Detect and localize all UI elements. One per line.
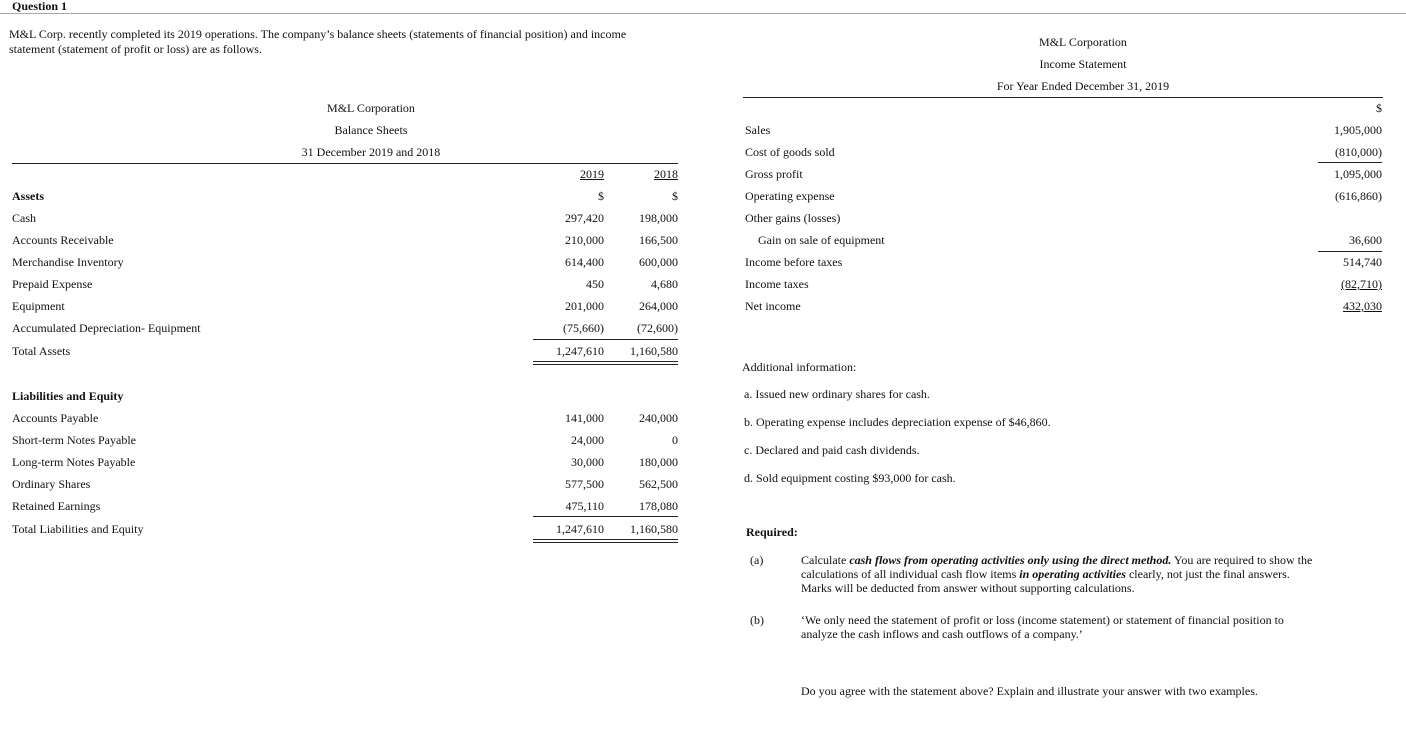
list-item: d. Sold equipment costing $93,000 for cash.: [744, 471, 956, 485]
is-row-value: (810,000): [1335, 145, 1382, 159]
is-row-label: Gain on sale of equipment: [758, 233, 885, 247]
bs-row-label: Merchandise Inventory: [12, 255, 124, 269]
header-divider: [0, 13, 1406, 14]
question-title: Question 1: [12, 0, 68, 13]
bs-year-2019: 2019: [580, 167, 604, 181]
bs-row-label: Accounts Payable: [12, 411, 99, 425]
bs-row-2019: 450: [586, 277, 604, 291]
bs-row-2019: 210,000: [565, 233, 604, 247]
bs-row-label: Long-term Notes Payable: [12, 455, 136, 469]
bs-total-liab-2019: 1,247,610: [556, 522, 604, 536]
is-gp-rule: [1318, 162, 1382, 163]
bs-liab-total-rule-1: [533, 539, 678, 540]
bs-row-2018: 0: [672, 433, 678, 447]
is-row-label: Sales: [745, 123, 771, 137]
bs-row-2019: 30,000: [571, 455, 604, 469]
bs-row-2018: 240,000: [639, 411, 678, 425]
bs-row-2019: 475,110: [565, 499, 604, 513]
is-row-value: (616,860): [1335, 189, 1382, 203]
bs-currency-2018: $: [672, 189, 678, 203]
list-item: c. Declared and paid cash dividends.: [744, 443, 920, 457]
required-a-label: (a): [750, 553, 764, 567]
bs-period: 31 December 2019 and 2018: [301, 145, 441, 159]
bs-currency-2019: $: [598, 189, 604, 203]
is-company: M&L Corporation: [1039, 35, 1127, 49]
bs-year-2018: 2018: [654, 167, 678, 181]
bs-row-2018: 562,500: [639, 477, 678, 491]
bs-row-label: Accounts Receivable: [12, 233, 114, 247]
required-a-part-4: in operating activities: [1019, 567, 1126, 581]
is-row-label: Income before taxes: [745, 255, 843, 269]
is-row-label: Gross profit: [745, 167, 803, 181]
bs-total-liab-2018: 1,160,580: [630, 522, 678, 536]
intro-line-1: M&L Corp. recently completed its 2019 operations. The company’s balance sheets (statements of financial position) and income: [9, 27, 627, 41]
bs-row-label: Cash: [12, 211, 36, 225]
bs-row-2019: 201,000: [565, 299, 604, 313]
is-row-value: 432,030: [1343, 299, 1382, 313]
bs-row-2018: 198,000: [639, 211, 678, 225]
bs-row-2018: 600,000: [639, 255, 678, 269]
bs-row-2018: 180,000: [639, 455, 678, 469]
bs-title: Balance Sheets: [334, 123, 408, 137]
is-row-value: (82,710): [1341, 277, 1382, 291]
is-row-label: Operating expense: [745, 189, 835, 203]
bs-row-2018: 4,680: [651, 277, 678, 291]
is-row-label: Cost of goods sold: [745, 145, 835, 159]
required-a-part-5: clearly, not just the final answers. Marks will be deducted from answer without supporting calculations.: [801, 567, 1290, 595]
bs-header-rule: [12, 163, 678, 164]
is-period: For Year Ended December 31, 2019: [996, 79, 1170, 93]
bs-liab-subtotal-rule: [533, 516, 678, 517]
required-a-text: [801, 553, 1321, 595]
bs-row-2018: 264,000: [639, 299, 678, 313]
list-item: b. Operating expense includes depreciation expense of $46,860.: [744, 415, 1051, 429]
is-row-label: Other gains (losses): [745, 211, 841, 225]
bs-row-2018: (72,600): [637, 321, 678, 335]
required-a-part-1: Calculate: [801, 553, 850, 567]
is-ibt-rule: [1318, 251, 1382, 252]
bs-liabilities-heading: Liabilities and Equity: [12, 389, 124, 403]
is-row-value: 36,600: [1349, 233, 1382, 247]
required-b-quote: ‘We only need the statement of profit or loss (income statement) or statement of financial position to analyze the cash inflows and cash outflows of a company.’: [801, 613, 1284, 641]
bs-row-label: Ordinary Shares: [12, 477, 91, 491]
bs-liab-total-rule-2: [533, 542, 678, 543]
bs-assets-total-rule-2: [533, 364, 678, 365]
bs-row-label: Short-term Notes Payable: [12, 433, 136, 447]
required-b-question: Do you agree with the statement above? Explain and illustrate your answer with two examples.: [801, 684, 1258, 698]
bs-row-label: Equipment: [12, 299, 65, 313]
bs-assets-subtotal-rule: [533, 339, 678, 340]
required-b-label: (b): [750, 613, 764, 627]
bs-row-2019: 24,000: [571, 433, 604, 447]
bs-total-assets-2018: 1,160,580: [630, 344, 678, 358]
is-header-rule: [743, 97, 1383, 98]
bs-row-2019: 141,000: [565, 411, 604, 425]
bs-company: M&L Corporation: [327, 101, 415, 115]
required-a-part-2: cash flows from operating activities only using the direct method.: [849, 553, 1172, 567]
bs-assets-total-rule-1: [533, 361, 678, 362]
bs-row-2018: 166,500: [639, 233, 678, 247]
is-title: Income Statement: [1039, 57, 1127, 71]
is-row-label: Net income: [745, 299, 801, 313]
is-row-value: 1,095,000: [1334, 167, 1382, 181]
bs-total-assets-label: Total Assets: [12, 344, 71, 358]
bs-row-2019: 614,400: [565, 255, 604, 269]
bs-row-2018: 178,080: [639, 499, 678, 513]
bs-row-label: Accumulated Depreciation- Equipment: [12, 321, 201, 335]
is-row-value: 514,740: [1343, 255, 1382, 269]
bs-row-label: Retained Earnings: [12, 499, 101, 513]
list-item: a. Issued new ordinary shares for cash.: [744, 387, 930, 401]
is-currency: $: [1376, 101, 1382, 115]
required-heading: Required:: [746, 525, 798, 539]
is-row-value: 1,905,000: [1334, 123, 1382, 137]
required-a-part-3: You are required to show the calculations of all individual cash flow items: [801, 553, 1313, 581]
bs-assets-heading: Assets: [12, 189, 44, 203]
bs-total-assets-2019: 1,247,610: [556, 344, 604, 358]
bs-row-label: Prepaid Expense: [12, 277, 93, 291]
intro-line-2: statement (statement of profit or loss) are as follows.: [9, 42, 262, 56]
bs-row-2019: (75,660): [563, 321, 604, 335]
additional-heading: Additional information:: [742, 360, 857, 374]
is-row-label: Income taxes: [745, 277, 809, 291]
bs-row-2019: 577,500: [565, 477, 604, 491]
bs-total-liab-label: Total Liabilities and Equity: [12, 522, 144, 536]
bs-row-2019: 297,420: [565, 211, 604, 225]
